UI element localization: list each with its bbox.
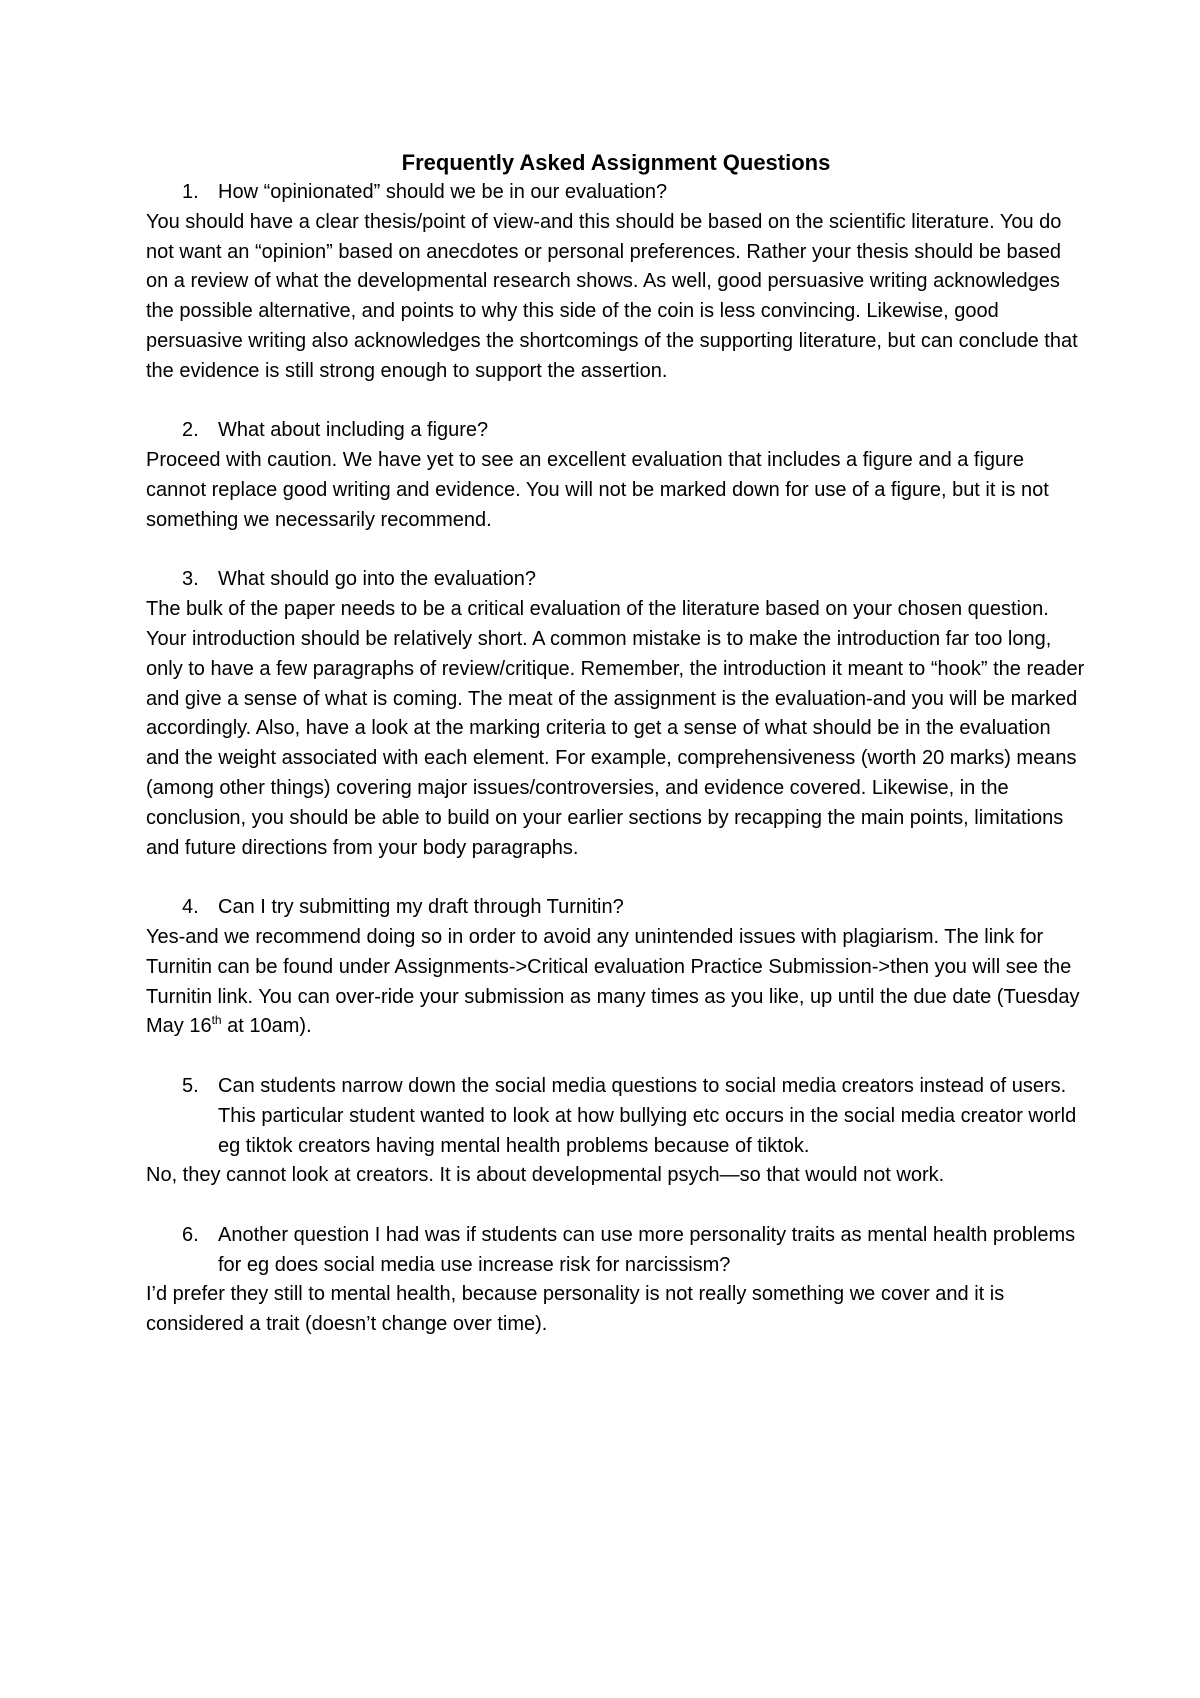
question-text: What should go into the evaluation?: [218, 568, 536, 591]
question-number: 1.: [182, 181, 199, 203]
faq-answer-5: No, they cannot look at creators. It is about developmental psych—so that would not work.: [146, 1164, 945, 1187]
faq-answer-6: I’d prefer they still to mental health, because personality is not really something we cover and it is considered a trait (doesn’t change over time).: [146, 1283, 1005, 1336]
question-number: 6.: [182, 1223, 199, 1246]
faq-answer-3: The bulk of the paper needs to be a critical evaluation of the literature based on your chosen question. Your introduction should be relatively short. A common mistake is to make the introduction far too long, only to have a few paragraphs of review/critique. Remember, the introduction it meant to “hook” the reader and give a sense of what is coming. The meat of the assignment is the evaluation-and you will be marked accordingly. Also, have a look at the marking criteria to get a sense of what should be in the evaluation and the weight associated with each element. For example, comprehensiveness (worth 20 marks) means (among other things) covering major issues/controversies, and evidence covered. Likewise, in the conclusion, you should be able to build on your earlier sections by recapping the main points, limitations and future directions from your body paragraphs.: [146, 598, 1085, 859]
question-text: How “opinionated” should we be in our evaluation?: [218, 181, 668, 203]
document-title: Frequently Asked Assignment Questions: [401, 150, 831, 175]
faq-question-1: [146, 178, 1086, 208]
question-text: Can students narrow down the social media questions to social media creators instead of users. This particular student wanted to look at how bullying etc occurs in the social media creator world eg tiktok creators having mental health problems because of tiktok.: [218, 1074, 1077, 1157]
faq-question-3: [146, 565, 1086, 595]
faq-answer-1: You should have a clear thesis/point of view-and this should be based on the scientific literature. You do not want an “opinion” based on anecdotes or personal preferences. Rather your thesis should be based on a review of what the developmental research shows. As well, good persuasive writing acknowledges the possible alternative, and points to why this side of the coin is less convincing. Likewise, good persuasive writing also acknowledges the shortcomings of the supporting literature, but can conclude that the evidence is still strong enough to support the assertion.: [146, 210, 1078, 382]
faq-question-6: [146, 1221, 1086, 1281]
document-page: [146, 148, 1086, 1340]
question-text: Can I try submitting my draft through Turnitin?: [218, 896, 624, 919]
paragraph-spacer: [146, 1042, 1086, 1072]
paragraph-spacer: [146, 387, 1086, 417]
question-number: 2.: [182, 419, 199, 442]
question-text: Another question I had was if students can use more personality traits as mental health problems for eg does social media use increase risk for narcissism?: [218, 1223, 1076, 1276]
faq-question-2: [146, 416, 1086, 446]
paragraph-spacer: [146, 863, 1086, 893]
paragraph-spacer: [146, 1191, 1086, 1221]
answer-text-end: at 10am).: [221, 1015, 312, 1038]
faq-question-4: [146, 893, 1086, 923]
question-text: What about including a figure?: [218, 419, 489, 442]
ordinal-suffix: th: [211, 1012, 222, 1027]
faq-answer-4: [146, 923, 1086, 1042]
faq-answer-2: Proceed with caution. We have yet to see an excellent evaluation that includes a figure and a figure cannot replace good writing and evidence. You will not be marked down for use of a figure, but it is not something we necessarily recommend.: [146, 449, 1049, 531]
answer-text: Yes-and we recommend doing so in order to avoid any unintended issues with plagiarism. The link for Turnitin can be found under Assignments->Critical evaluation Practice Submission->then you will see the Turnitin link. You can over-ride your submission as many times as you like, up until the due date (Tuesday May 16: [146, 925, 1080, 1038]
question-number: 3.: [182, 568, 199, 591]
faq-question-5: [146, 1072, 1086, 1161]
question-number: 4.: [182, 896, 199, 919]
paragraph-spacer: [146, 536, 1086, 566]
question-number: 5.: [182, 1074, 199, 1097]
